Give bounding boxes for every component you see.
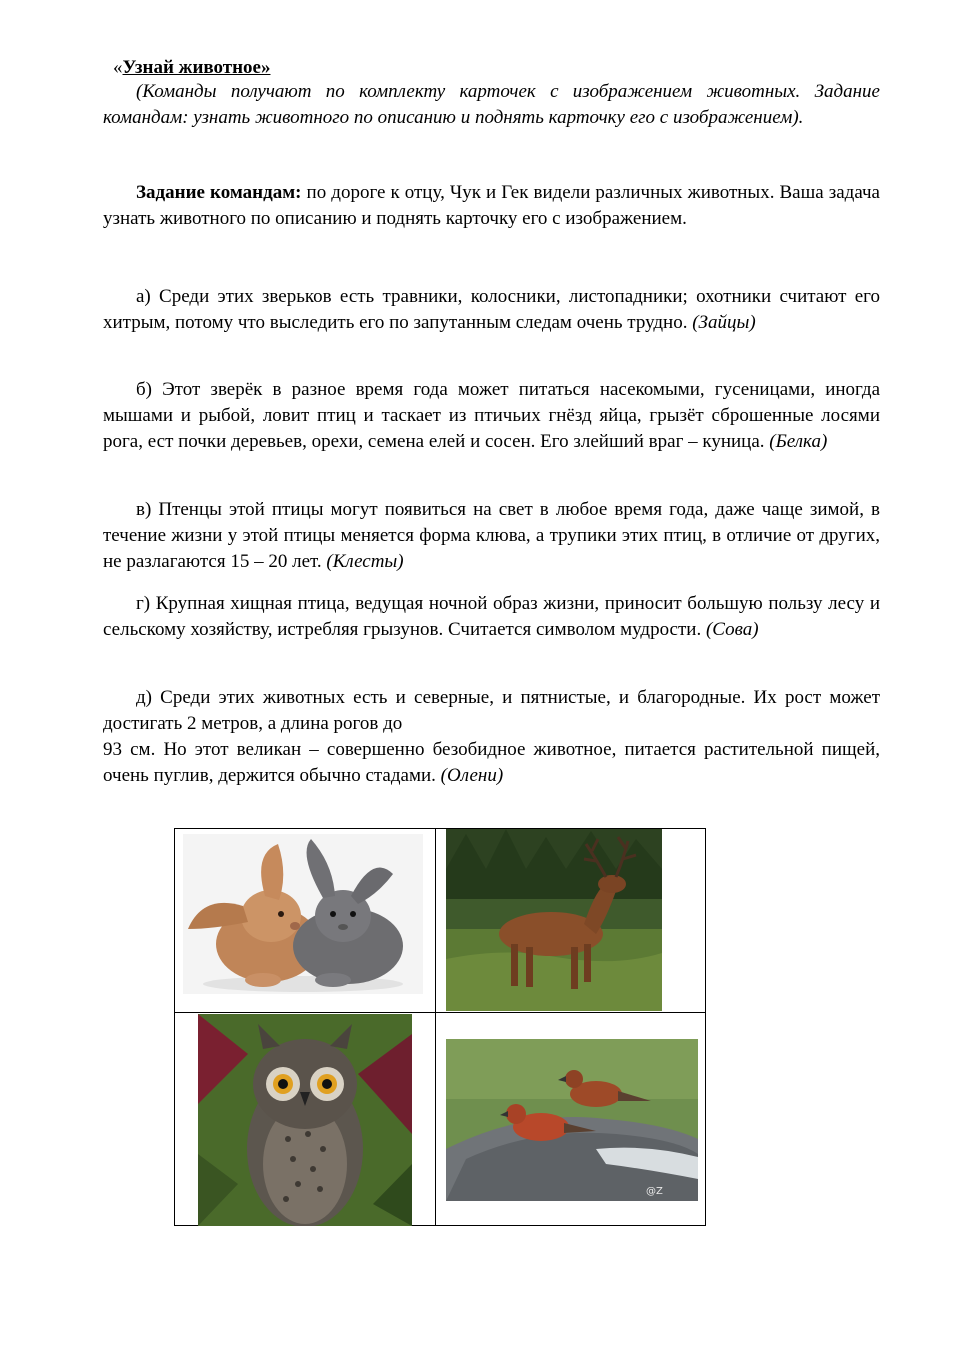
watermark-text: @Z xyxy=(646,1186,663,1197)
answer-d: (Олени) xyxy=(440,765,504,786)
riddle-g: г) Крупная хищная птица, ведущая ночной образ жизни, приносит большую пользу лесу и сельскому хозяйству, истребляя грызунов. Считается символом мудрости. (Сова) xyxy=(103,593,880,640)
crossbills-photo xyxy=(446,1039,698,1201)
answer-g: (Сова) xyxy=(705,619,759,640)
riddle-b: б) Этот зверёк в разное время года может питаться насекомыми, гусеницами, иногда мышами и рыбой, ловит птиц и таскает из птичьих гнёзд яйца, грызёт сброшенные лосями рога, ест почки деревьев, орехи, семена елей и сосен. Его злейший враг – куница. (Белка) xyxy=(103,379,880,452)
riddle-a: а) Среди этих зверьков есть травники, колосники, листопадники; охотники считают его хитрым, потому что выследить его по запутанным следам очень трудно. (Зайцы) xyxy=(103,286,880,333)
section-title: «Узнай животное» xyxy=(113,57,271,78)
title-text: Узнай животное» xyxy=(122,57,271,78)
riddle-d: д) Среди этих животных есть и северные, и пятнистые, и благородные. Их рост может достигать 2 метров, а длина рогов до xyxy=(103,687,880,734)
deer-photo xyxy=(446,829,662,1011)
answer-v: (Клесты) xyxy=(326,551,404,572)
rabbits-photo xyxy=(183,834,423,994)
riddle-d-cont: 93 см. Но этот великан – совершенно безобидное животное, питается растительной пищей, очень пуглив, держится обычно стадами. (Олени) xyxy=(103,739,880,786)
table-divider-vertical xyxy=(435,828,436,1226)
task-label: Задание командам: xyxy=(136,182,302,203)
task-paragraph: Задание командам: по дороге к отцу, Чук и Гек видели различных животных. Ваша задача узнать животного по описанию и поднять карточку его с изображением. xyxy=(103,182,880,229)
intro-paragraph: (Команды получают по комплекту карточек с изображением животных. Задание командам: узнать животного по описанию и поднять карточку его с изображением). xyxy=(103,81,880,128)
owl-photo xyxy=(198,1014,412,1226)
riddle-v: в) Птенцы этой птицы могут появиться на свет в любое время года, даже чаще зимой, в течение жизни у этой птицы меняется форма клюва, а трупики этих птиц, в отличие от других, не разлагаются 15 – 20 лет. (Клесты) xyxy=(103,499,880,572)
answer-b: (Белка) xyxy=(769,431,828,452)
answer-a: (Зайцы) xyxy=(692,312,756,333)
table-divider-horizontal xyxy=(174,1012,706,1013)
